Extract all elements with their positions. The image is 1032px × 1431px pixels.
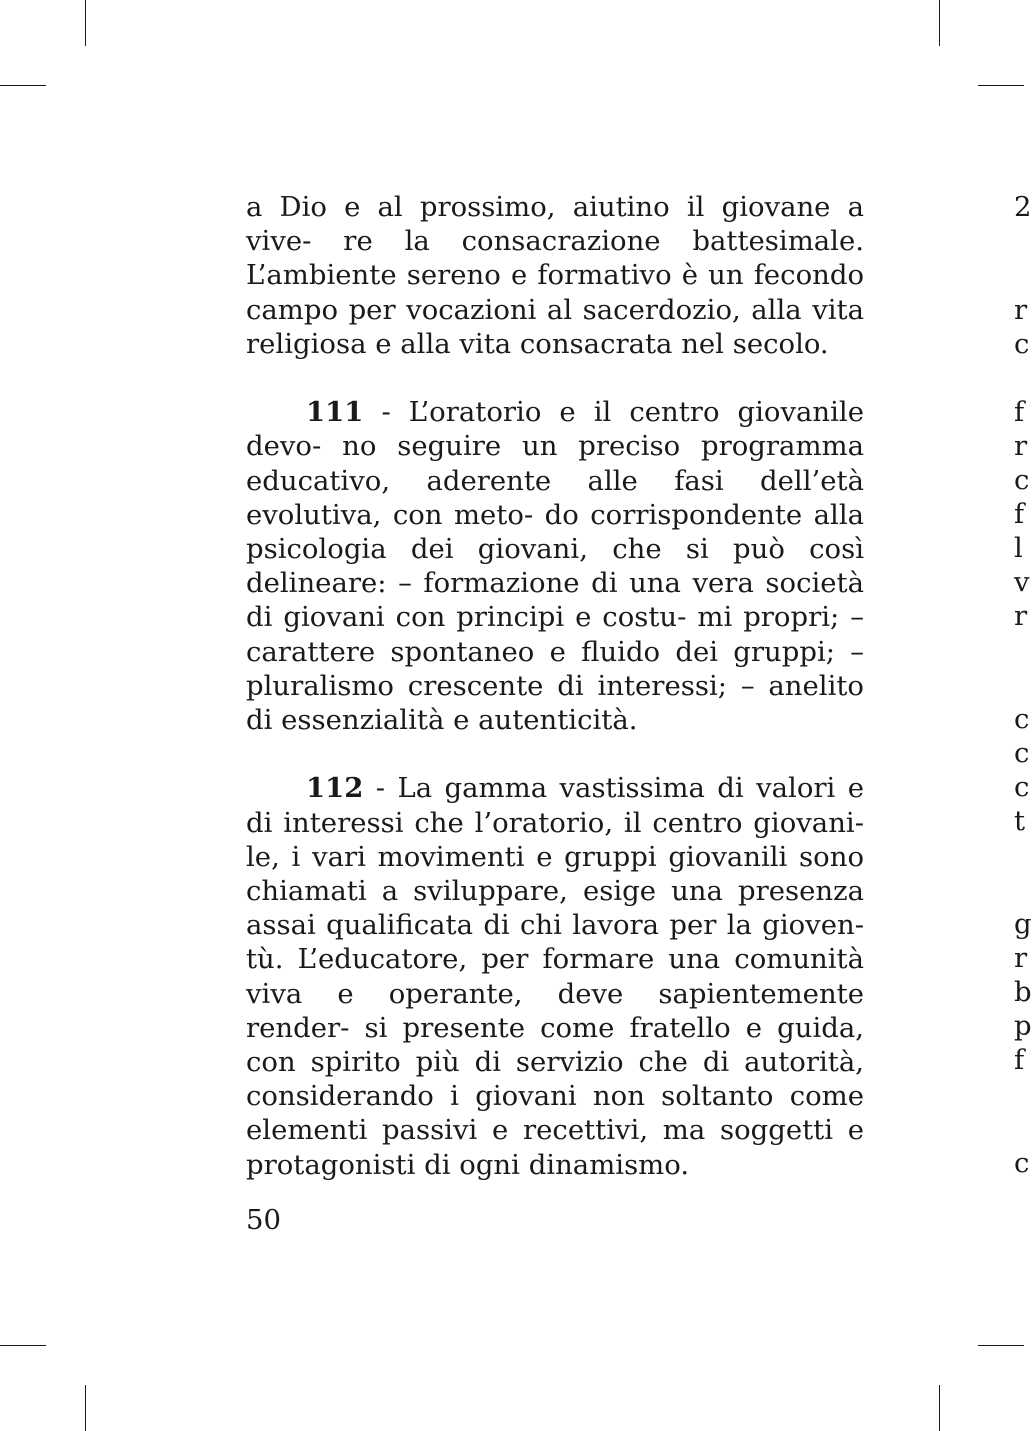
page-number: 50 <box>246 1204 281 1236</box>
crop-mark-top-right <box>939 0 940 46</box>
crop-mark-bottom-right <box>939 1385 940 1431</box>
facing-page-glyph: c <box>1014 737 1030 769</box>
facing-page-glyph: c <box>1014 464 1030 496</box>
facing-page-glyph: g <box>1014 908 1032 940</box>
facing-page-glyph: 2 <box>1014 191 1032 223</box>
facing-page-glyph: c <box>1014 771 1030 803</box>
facing-page-glyph: c <box>1014 703 1030 735</box>
facing-page-glyph: f <box>1014 396 1025 428</box>
crop-mark-top-left <box>85 0 86 46</box>
paragraph-111: 111 - L’oratorio e il centro giovanile devo- no seguire un preciso programma educativo, aderente alle fasi dell’età evolutiva, con meto- do corrispondente alla psicologia dei giovani, che si può così delineare: – formazione di una vera società di giovani con principi e costu- mi propri; – carattere spontaneo e fluido dei gruppi; – pluralismo crescente di interessi; – anelito di essenzialità e autenticità. <box>246 396 865 737</box>
facing-page-glyph: t <box>1014 805 1026 837</box>
facing-page-glyph: f <box>1014 1044 1025 1076</box>
facing-page-glyph: r <box>1014 430 1028 462</box>
facing-page-glyph: r <box>1014 294 1028 326</box>
facing-page-glyph: b <box>1014 976 1032 1008</box>
body-text <box>246 190 864 1182</box>
paragraph-continuation: a Dio e al prossimo, aiutino il giovane a vive- re la consacrazione battesimale. L’ambiente sereno e formativo è un fecondo campo per vocazioni al sacerdozio, alla vita religiosa e alla vita consacrata nel secolo. <box>246 191 865 360</box>
paragraph-gap <box>246 737 864 771</box>
crop-mark-right-top <box>978 85 1024 86</box>
paragraph-gap <box>246 361 864 395</box>
paragraph-number: 112 <box>306 772 364 805</box>
facing-page-glyph: p <box>1014 1010 1032 1042</box>
crop-mark-left-top <box>0 85 46 86</box>
crop-mark-right-bottom <box>978 1345 1024 1346</box>
facing-page-glyph: c <box>1014 328 1030 360</box>
crop-mark-left-bottom <box>0 1345 46 1346</box>
paragraph-112: 112 - La gamma vastissima di valori e di interessi che l’oratorio, il centro giovani- le, i vari movimenti e gruppi giovanili sono chiamati a sviluppare, esige una presenza assai qualificata di chi lavora per la gioven- tù. L’educatore, per formare una comunità viva e operante, deve sapientemente render- si presente come fratello e guida, con spirito più di servizio che di autorità, considerando i giovani non soltanto come elementi passivi e recettivi, ma soggetti e protagonisti di ogni dinamismo. <box>246 772 865 1181</box>
paragraph-number: 111 <box>306 396 364 429</box>
facing-page-glyph: c <box>1014 1147 1030 1179</box>
facing-page-glyph: r <box>1014 942 1028 974</box>
facing-page-glyph: r <box>1014 600 1028 632</box>
crop-mark-bottom-left <box>85 1385 86 1431</box>
facing-page-glyph: l <box>1014 532 1023 564</box>
facing-page-glyph: v <box>1014 566 1030 598</box>
facing-page-glyph: f <box>1014 498 1025 530</box>
